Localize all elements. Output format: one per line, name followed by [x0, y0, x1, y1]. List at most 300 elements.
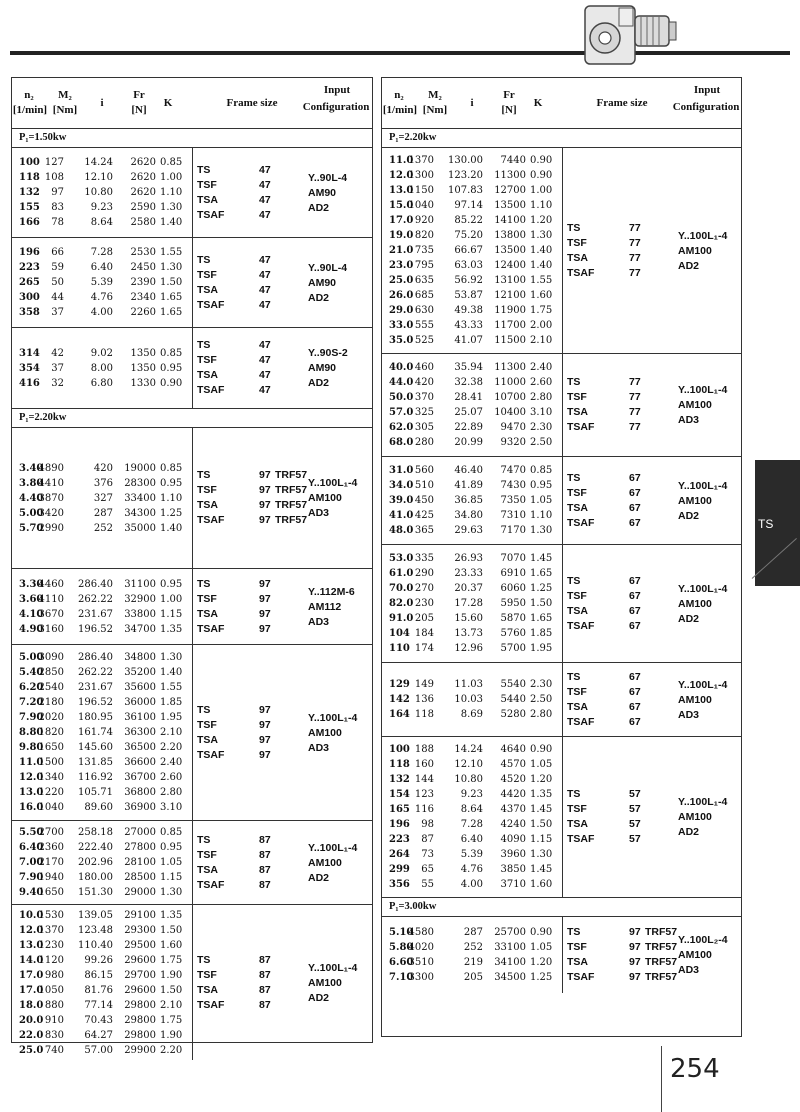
frame-size-row — [197, 353, 317, 368]
output-torque-cell: 116 — [414, 804, 434, 815]
configuration-line: AM100 — [678, 949, 712, 961]
service-factor-cell: 2.60 — [160, 772, 183, 783]
output-torque-cell: 188 — [414, 744, 434, 755]
data-group — [12, 645, 372, 821]
output-speed-cell: 13.0 — [19, 787, 44, 798]
frame-model: TS — [197, 834, 211, 846]
output-speed-cell: 6.60 — [389, 957, 414, 968]
frame-size-row — [197, 748, 317, 763]
radial-force-cell: 36900 — [124, 802, 156, 813]
output-speed-cell: 164 — [389, 709, 410, 720]
output-speed-cell: 7.10 — [389, 972, 414, 983]
frame-model: TS — [567, 575, 581, 587]
input-configuration — [308, 841, 357, 886]
output-speed-cell: 142 — [389, 694, 410, 705]
header-i: i — [470, 97, 474, 109]
output-speed-cell: 265 — [19, 277, 40, 288]
configuration-line: AD2 — [308, 872, 330, 884]
frame-size-row — [567, 604, 687, 619]
output-torque-cell: 230 — [414, 598, 434, 609]
radial-force-cell: 2390 — [130, 277, 156, 288]
output-speed-cell: 5.00 — [19, 652, 44, 663]
table-row — [12, 592, 192, 607]
frame-model: TSA — [197, 734, 218, 746]
frame-size: 87 — [259, 864, 271, 876]
table-row — [12, 725, 192, 740]
frame-size-list — [197, 833, 317, 893]
radial-force-cell: 5440 — [500, 694, 526, 705]
output-speed-cell: 7.00 — [19, 857, 44, 868]
frame-extra: TRF57 — [275, 484, 308, 496]
power-section-title: P₁=2.20kw — [12, 409, 372, 428]
output-torque-cell: 73 — [421, 849, 434, 860]
configuration-line: AD2 — [308, 377, 330, 389]
ratio-cell: 41.07 — [454, 335, 483, 346]
frame-size-row — [197, 622, 317, 637]
output-torque-cell: 910 — [44, 1015, 64, 1026]
table-row — [382, 566, 562, 581]
header-m2: M₂ — [58, 89, 72, 101]
table-row — [382, 375, 562, 390]
frame-model: TS — [197, 704, 211, 716]
table-row — [12, 521, 192, 536]
frame-extra: TRF57 — [645, 971, 678, 983]
service-factor-cell: 1.60 — [160, 940, 183, 951]
output-speed-cell: 416 — [19, 378, 40, 389]
configuration-line: AD2 — [678, 510, 700, 522]
configuration-line: AD3 — [308, 742, 330, 754]
radial-force-cell: 7470 — [500, 465, 526, 476]
radial-force-cell: 29100 — [124, 910, 156, 921]
frame-model: TSF — [197, 719, 217, 731]
service-factor-cell: 1.75 — [160, 955, 183, 966]
radial-force-cell: 27000 — [124, 827, 156, 838]
radial-force-cell: 2530 — [130, 247, 156, 258]
table-row — [12, 755, 192, 770]
ratio-cell: 70.43 — [84, 1015, 113, 1026]
output-speed-cell: 223 — [389, 834, 410, 845]
configuration-line: AM100 — [308, 727, 342, 739]
frame-model: TSA — [197, 864, 218, 876]
service-factor-cell: 1.30 — [160, 202, 183, 213]
frame-size: 47 — [259, 164, 271, 176]
table-row — [382, 168, 562, 183]
service-factor-cell: 0.90 — [530, 744, 553, 755]
table-row — [12, 290, 192, 305]
frame-size: 67 — [629, 671, 641, 683]
output-speed-cell: 354 — [19, 363, 40, 374]
service-factor-cell: 1.30 — [530, 525, 553, 536]
output-speed-cell: 3.60 — [19, 594, 44, 605]
output-speed-cell: 118 — [389, 759, 410, 770]
frame-size-row — [567, 405, 687, 420]
output-torque-cell: 1050 — [38, 985, 64, 996]
frame-size: 97 — [259, 608, 271, 620]
radial-force-cell: 11300 — [494, 170, 526, 181]
frame-size-row — [567, 420, 687, 435]
service-factor-cell: 2.60 — [530, 377, 553, 388]
frame-model: TSAF — [197, 623, 225, 635]
output-speed-cell: 50.0 — [389, 392, 414, 403]
radial-force-cell: 2620 — [130, 157, 156, 168]
service-factor-cell: 1.20 — [530, 774, 553, 785]
frame-size-row — [197, 953, 317, 968]
ratio-cell: 202.96 — [78, 857, 113, 868]
table-row — [12, 506, 192, 521]
output-torque-cell: 3420 — [38, 508, 64, 519]
data-group — [12, 569, 372, 645]
output-torque-cell: 4460 — [38, 579, 64, 590]
output-torque-cell: 460 — [414, 362, 434, 373]
output-torque-cell: 2170 — [38, 857, 64, 868]
input-configuration — [678, 582, 727, 627]
input-configuration — [678, 678, 727, 723]
frame-size-row — [567, 925, 687, 940]
input-configuration — [678, 795, 727, 840]
output-torque-cell: 108 — [44, 172, 64, 183]
input-configuration — [678, 479, 727, 524]
radial-force-cell: 28500 — [124, 872, 156, 883]
frame-size: 97 — [259, 623, 271, 635]
frame-size-list — [567, 925, 687, 985]
ratio-cell: 10.03 — [454, 694, 483, 705]
table-row — [382, 288, 562, 303]
frame-model: TSF — [567, 237, 587, 249]
output-torque-cell: 78 — [51, 217, 64, 228]
output-speed-cell: 15.0 — [389, 200, 414, 211]
frame-model: TSF — [197, 969, 217, 981]
output-torque-cell: 65 — [421, 864, 434, 875]
ratio-cell: 4.76 — [90, 292, 113, 303]
configuration-line: Y..100L₁-4 — [308, 962, 358, 974]
frame-size: 47 — [259, 194, 271, 206]
table-row — [382, 405, 562, 420]
frame-size-row — [197, 298, 317, 313]
frame-model: TSA — [567, 956, 588, 968]
frame-size-list — [567, 471, 687, 531]
output-torque-cell: 290 — [414, 568, 434, 579]
table-row — [12, 650, 192, 665]
frame-size-row — [197, 878, 317, 893]
service-factor-cell: 1.25 — [530, 583, 553, 594]
data-group — [12, 148, 372, 238]
header-frame-size: Frame size — [596, 97, 648, 109]
output-torque-cell: 2540 — [38, 682, 64, 693]
output-torque-cell: 205 — [414, 613, 434, 624]
table-row — [12, 680, 192, 695]
table-row — [12, 346, 192, 361]
ratio-cell: 231.67 — [78, 609, 113, 620]
service-factor-cell: 1.95 — [530, 643, 553, 654]
frame-model: TSAF — [567, 421, 595, 433]
frame-size: 97 — [629, 926, 641, 938]
service-factor-cell: 1.30 — [530, 230, 553, 241]
frame-size-row — [197, 848, 317, 863]
radial-force-cell: 9320 — [500, 437, 526, 448]
frame-size-row — [567, 221, 687, 236]
table-row — [382, 551, 562, 566]
output-speed-cell: 9.80 — [19, 742, 44, 753]
service-factor-cell: 1.35 — [160, 910, 183, 921]
ratio-cell: 12.10 — [454, 759, 483, 770]
output-torque-cell: 37 — [51, 363, 64, 374]
frame-size-row — [197, 193, 317, 208]
ratio-cell: 10.80 — [454, 774, 483, 785]
table-row — [12, 953, 192, 968]
service-factor-cell: 2.30 — [530, 679, 553, 690]
frame-model: TS — [567, 222, 581, 234]
output-speed-cell: 33.0 — [389, 320, 414, 331]
frame-size-row — [197, 592, 317, 607]
frame-size-row — [197, 863, 317, 878]
radial-force-cell: 1330 — [130, 378, 156, 389]
service-factor-cell: 1.20 — [530, 215, 553, 226]
table-row — [12, 908, 192, 923]
configuration-line: AD3 — [308, 507, 330, 519]
header-i: i — [100, 97, 104, 109]
output-torque-cell: 335 — [414, 553, 434, 564]
ratio-cell: 41.89 — [454, 480, 483, 491]
frame-size-list — [197, 163, 317, 223]
output-speed-cell: 3.30 — [19, 579, 44, 590]
frame-model: TS — [197, 339, 211, 351]
table-row — [382, 243, 562, 258]
service-factor-cell: 1.00 — [160, 594, 183, 605]
service-factor-cell: 1.40 — [160, 667, 183, 678]
table-row — [382, 677, 562, 692]
output-torque-cell: 370 — [414, 392, 434, 403]
data-group — [382, 148, 741, 354]
table-row — [12, 870, 192, 885]
column-divider — [562, 148, 563, 353]
radial-force-cell: 4090 — [500, 834, 526, 845]
ratio-cell: 252 — [463, 942, 483, 953]
output-torque-cell: 55 — [421, 879, 434, 890]
service-factor-cell: 1.65 — [530, 613, 553, 624]
frame-extra: TRF57 — [645, 926, 678, 938]
ratio-cell: 97.14 — [454, 200, 483, 211]
radial-force-cell: 11700 — [494, 320, 526, 331]
frame-size: 47 — [259, 209, 271, 221]
output-speed-cell: 110 — [389, 643, 410, 654]
frame-size-row — [567, 516, 687, 531]
output-speed-cell: 165 — [389, 804, 410, 815]
configuration-line: Y..100L₁-4 — [678, 679, 728, 691]
table-row — [12, 305, 192, 320]
frame-size-row — [567, 375, 687, 390]
frame-size: 87 — [259, 969, 271, 981]
configuration-line: Y..100L₁-4 — [308, 477, 358, 489]
output-speed-cell: 132 — [19, 187, 40, 198]
output-torque-cell: 1650 — [38, 742, 64, 753]
service-factor-cell: 1.90 — [160, 1030, 183, 1041]
table-row — [12, 800, 192, 815]
output-torque-cell: 4020 — [408, 942, 434, 953]
output-torque-cell: 4110 — [38, 594, 64, 605]
ratio-cell: 8.00 — [90, 363, 113, 374]
frame-size: 57 — [629, 833, 641, 845]
column-divider — [192, 821, 193, 904]
ratio-cell: 107.83 — [448, 185, 483, 196]
service-factor-cell: 2.80 — [160, 787, 183, 798]
data-group — [382, 457, 741, 545]
header-m2: M₂ — [428, 89, 442, 101]
frame-model: TS — [567, 926, 581, 938]
radial-force-cell: 3710 — [500, 879, 526, 890]
frame-size-row — [567, 955, 687, 970]
frame-size: 97 — [259, 514, 271, 526]
radial-force-cell: 33800 — [124, 609, 156, 620]
frame-model: TSF — [567, 803, 587, 815]
ratio-cell: 5.39 — [460, 849, 483, 860]
ratio-cell: 43.33 — [454, 320, 483, 331]
header-configuration: Configuration — [302, 101, 370, 113]
frame-model: TSF — [567, 590, 587, 602]
data-group — [382, 354, 741, 457]
table-row — [382, 213, 562, 228]
ratio-cell: 180.00 — [78, 872, 113, 883]
output-torque-cell: 920 — [414, 215, 434, 226]
configuration-line: AD3 — [678, 709, 700, 721]
output-torque-cell: 880 — [44, 1000, 64, 1011]
radial-force-cell: 11000 — [494, 377, 526, 388]
header-n2: n₂ — [24, 89, 34, 101]
service-factor-cell: 1.50 — [530, 819, 553, 830]
output-torque-cell: 630 — [414, 305, 434, 316]
frame-size: 77 — [629, 406, 641, 418]
frame-size: 77 — [629, 391, 641, 403]
frame-model: TSF — [197, 849, 217, 861]
frame-model: TSAF — [197, 299, 225, 311]
frame-model: TS — [567, 788, 581, 800]
frame-size-row — [197, 253, 317, 268]
frame-size: 87 — [259, 999, 271, 1011]
service-factor-cell: 1.50 — [160, 925, 183, 936]
output-speed-cell: 13.0 — [19, 940, 44, 951]
service-factor-cell: 1.40 — [160, 217, 183, 228]
frame-size-row — [567, 700, 687, 715]
output-speed-cell: 10.0 — [19, 910, 44, 921]
output-speed-cell: 20.0 — [19, 1015, 44, 1026]
output-torque-cell: 325 — [414, 407, 434, 418]
input-configuration — [308, 961, 357, 1006]
frame-size-row — [567, 574, 687, 589]
ratio-cell: 9.23 — [460, 789, 483, 800]
frame-size-row — [567, 670, 687, 685]
radial-force-cell: 29700 — [124, 970, 156, 981]
frame-size: 47 — [259, 354, 271, 366]
side-tab-label: TS — [758, 517, 774, 531]
output-speed-cell: 4.40 — [19, 493, 44, 504]
table-row — [382, 707, 562, 722]
power-section-title: P₁=2.20kw — [382, 129, 741, 148]
radial-force-cell: 2620 — [130, 187, 156, 198]
service-factor-cell: 3.10 — [530, 407, 553, 418]
configuration-line: AM100 — [308, 977, 342, 989]
frame-size-row — [567, 832, 687, 847]
service-factor-cell: 1.05 — [530, 495, 553, 506]
frame-model: TSAF — [567, 971, 595, 983]
radial-force-cell: 19000 — [124, 463, 156, 474]
radial-force-cell: 11900 — [494, 305, 526, 316]
input-configuration — [678, 383, 727, 428]
table-row — [382, 273, 562, 288]
service-factor-cell: 1.85 — [160, 697, 183, 708]
output-torque-cell: 1500 — [38, 757, 64, 768]
frame-size: 47 — [259, 179, 271, 191]
radial-force-cell: 4520 — [500, 774, 526, 785]
input-configuration — [308, 261, 347, 306]
configuration-line: AM90 — [308, 277, 337, 289]
configuration-line: AD2 — [678, 613, 700, 625]
table-row — [382, 817, 562, 832]
output-speed-cell: 8.80 — [19, 727, 44, 738]
ratio-cell: 17.28 — [454, 598, 483, 609]
table-row — [12, 740, 192, 755]
radial-force-cell: 33100 — [494, 942, 526, 953]
output-torque-cell: 2700 — [38, 827, 64, 838]
table-row — [12, 1028, 192, 1043]
configuration-line: AM112 — [308, 601, 342, 613]
radial-force-cell: 36800 — [124, 787, 156, 798]
output-speed-cell: 29.0 — [389, 305, 414, 316]
output-torque-cell: 3870 — [38, 493, 64, 504]
output-speed-cell: 264 — [389, 849, 410, 860]
service-factor-cell: 1.30 — [160, 652, 183, 663]
frame-model: TSAF — [197, 209, 225, 221]
table-row — [12, 622, 192, 637]
table-row — [382, 463, 562, 478]
service-factor-cell: 1.45 — [530, 804, 553, 815]
output-speed-cell: 223 — [19, 262, 40, 273]
service-factor-cell: 1.30 — [160, 262, 183, 273]
service-factor-cell: 0.90 — [160, 378, 183, 389]
header-input: Input — [323, 84, 351, 96]
ratio-cell: 287 — [463, 927, 483, 938]
column-divider — [562, 737, 563, 897]
service-factor-cell: 2.40 — [530, 362, 553, 373]
ratio-cell: 5.39 — [90, 277, 113, 288]
output-speed-cell: 129 — [389, 679, 410, 690]
ratio-cell: 6.40 — [460, 834, 483, 845]
table-row — [12, 695, 192, 710]
output-torque-cell: 44 — [51, 292, 64, 303]
output-torque-cell: 685 — [414, 290, 434, 301]
table-row — [382, 955, 562, 970]
frame-model: TS — [567, 472, 581, 484]
frame-size: 87 — [259, 954, 271, 966]
configuration-line: Y..100L₁-4 — [678, 384, 728, 396]
output-torque-cell: 1230 — [38, 940, 64, 951]
configuration-line: AM100 — [678, 495, 712, 507]
frame-size: 47 — [259, 269, 271, 281]
configuration-line: AD2 — [678, 260, 700, 272]
output-speed-cell: 5.40 — [19, 667, 44, 678]
configuration-line: AD2 — [308, 202, 330, 214]
frame-model: TSF — [197, 179, 217, 191]
frame-size: 47 — [259, 299, 271, 311]
ratio-cell: 262.22 — [78, 594, 113, 605]
output-torque-cell: 4410 — [38, 478, 64, 489]
service-factor-cell: 0.85 — [530, 465, 553, 476]
frame-size: 57 — [629, 788, 641, 800]
service-factor-cell: 0.90 — [530, 927, 553, 938]
data-group — [12, 428, 372, 569]
radial-force-cell: 29600 — [124, 985, 156, 996]
frame-size-list — [567, 221, 687, 281]
frame-size: 97 — [259, 484, 271, 496]
ratio-cell: 14.24 — [84, 157, 113, 168]
